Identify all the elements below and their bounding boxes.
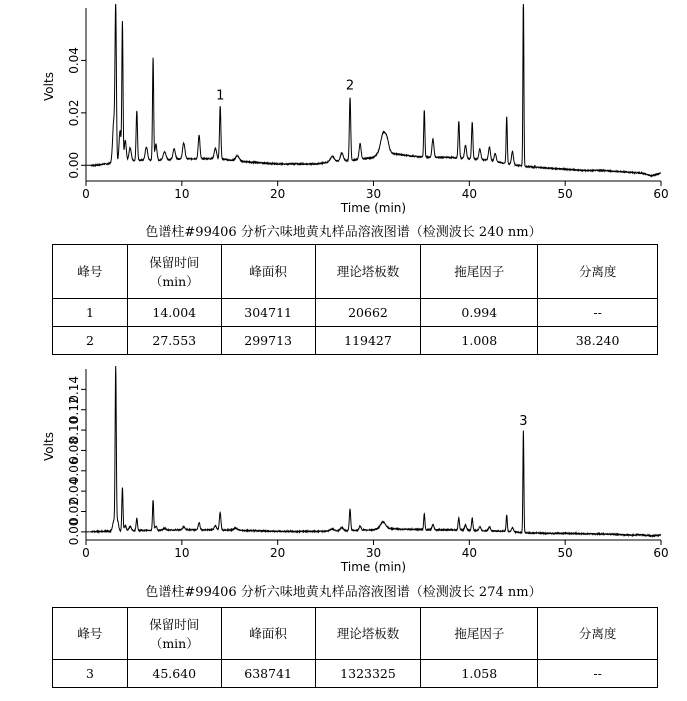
chart2-peak-label: 3 [519, 413, 528, 429]
chart2-y-axis-title: Volts [42, 432, 56, 461]
cell-area: 304711 [221, 299, 315, 327]
chart2-x-tick-label: 30 [365, 546, 382, 560]
chart1-x-tick-label: 20 [270, 187, 286, 201]
chromatogram-274nm [0, 365, 687, 580]
chart2-signal-trace [86, 366, 661, 536]
header-retention-time [127, 245, 221, 299]
cell-tailing: 1.008 [421, 327, 538, 355]
cell-rt: 14.004 [127, 299, 221, 327]
chart2-x-tick-label: 40 [461, 546, 477, 560]
header-peak-no: 峰号 [53, 245, 128, 299]
header-retention-time [127, 608, 221, 660]
chart2-y-tick-label: 0.04 [67, 477, 81, 505]
cell-resolution: 38.240 [538, 327, 658, 355]
chart1-y-tick-label: 0.00 [67, 151, 81, 179]
chart1-x-tick-label: 30 [365, 187, 382, 201]
chart2-y-tick-label: 0.14 [67, 375, 81, 403]
cell-peak: 2 [53, 327, 128, 355]
cell-area: 299713 [221, 327, 315, 355]
table-row [53, 327, 658, 355]
chart1-x-tick-label: 10 [174, 187, 190, 201]
chart2-x-tick-label: 10 [174, 546, 190, 560]
cell-plates: 119427 [315, 327, 421, 355]
chart1-signal-trace [86, 4, 661, 176]
chart1-x-tick-label: 50 [557, 187, 573, 201]
header-theoretical-plates: 理论塔板数 [315, 245, 421, 299]
chart2-y-tick-label: 0.02 [67, 498, 81, 525]
chart1-x-axis-title: Time (min) [340, 201, 407, 215]
chart2-x-tick-label: 50 [557, 546, 573, 560]
chart1-plot [42, 4, 669, 215]
chart2-x-axis-title: Time (min) [340, 560, 407, 574]
header-rt-line2: （min） [149, 635, 199, 651]
header-rt-line1: 保留时间 [149, 616, 200, 632]
chart2-y-tick-label: 0.10 [67, 416, 81, 444]
header-resolution: 分离度 [538, 245, 658, 299]
cell-resolution: -- [538, 660, 658, 688]
cell-rt: 45.640 [127, 660, 221, 688]
chart2-y-tick-label: 0.08 [67, 437, 81, 464]
results-table-240nm [52, 244, 658, 355]
cell-tailing: 0.994 [421, 299, 538, 327]
chart1-peak-label: 2 [345, 78, 355, 94]
chart1-y-tick-label: 0.02 [67, 99, 81, 127]
header-peak-area: 峰面积 [221, 245, 315, 299]
table-row [53, 660, 658, 688]
cell-plates: 1323325 [315, 660, 421, 688]
chart2-caption: 色谱柱#99406 分析六味地黄丸样品溶液图谱（检测波长 274 nm） [145, 585, 542, 600]
header-peak-area: 峰面积 [221, 608, 315, 660]
chart2-plot [42, 366, 669, 574]
chart2-y-tick-label: 0.12 [67, 396, 81, 424]
cell-peak: 3 [53, 660, 128, 688]
chart2-y-tick-label: 0.00 [67, 518, 81, 546]
cell-rt: 27.553 [127, 327, 221, 355]
chart1-caption: 色谱柱#99406 分析六味地黄丸样品溶液图谱（检测波长 240 nm） [145, 225, 542, 240]
cell-plates: 20662 [315, 299, 421, 327]
header-rt-line2: （min） [149, 273, 199, 289]
header-peak-no: 峰号 [53, 608, 128, 660]
chart2-x-tick-label: 60 [653, 546, 669, 560]
chart1-x-tick-label: 60 [653, 187, 669, 201]
cell-peak: 1 [53, 299, 128, 327]
header-theoretical-plates: 理论塔板数 [315, 608, 421, 660]
results-table-274nm [52, 607, 658, 688]
header-rt-line1: 保留时间 [149, 254, 200, 270]
header-resolution: 分离度 [538, 608, 658, 660]
cell-tailing: 1.058 [421, 660, 538, 688]
chart1-x-tick-label: 40 [461, 187, 477, 201]
chart1-peak-label: 1 [216, 88, 225, 104]
cell-area: 638741 [221, 660, 315, 688]
chart1-y-tick-label: 0.04 [67, 47, 81, 74]
chart1-x-tick-label: 0 [82, 187, 90, 201]
chart2-y-tick-label: 0.06 [67, 457, 81, 485]
cell-resolution: -- [538, 299, 658, 327]
header-tailing-factor: 拖尾因子 [421, 245, 538, 299]
table-row [53, 299, 658, 327]
chart2-x-tick-label: 20 [270, 546, 286, 560]
chart1-y-axis-title: Volts [42, 72, 56, 101]
chromatogram-240nm [0, 0, 687, 220]
header-tailing-factor: 拖尾因子 [421, 608, 538, 660]
chart2-x-tick-label: 0 [82, 546, 90, 560]
